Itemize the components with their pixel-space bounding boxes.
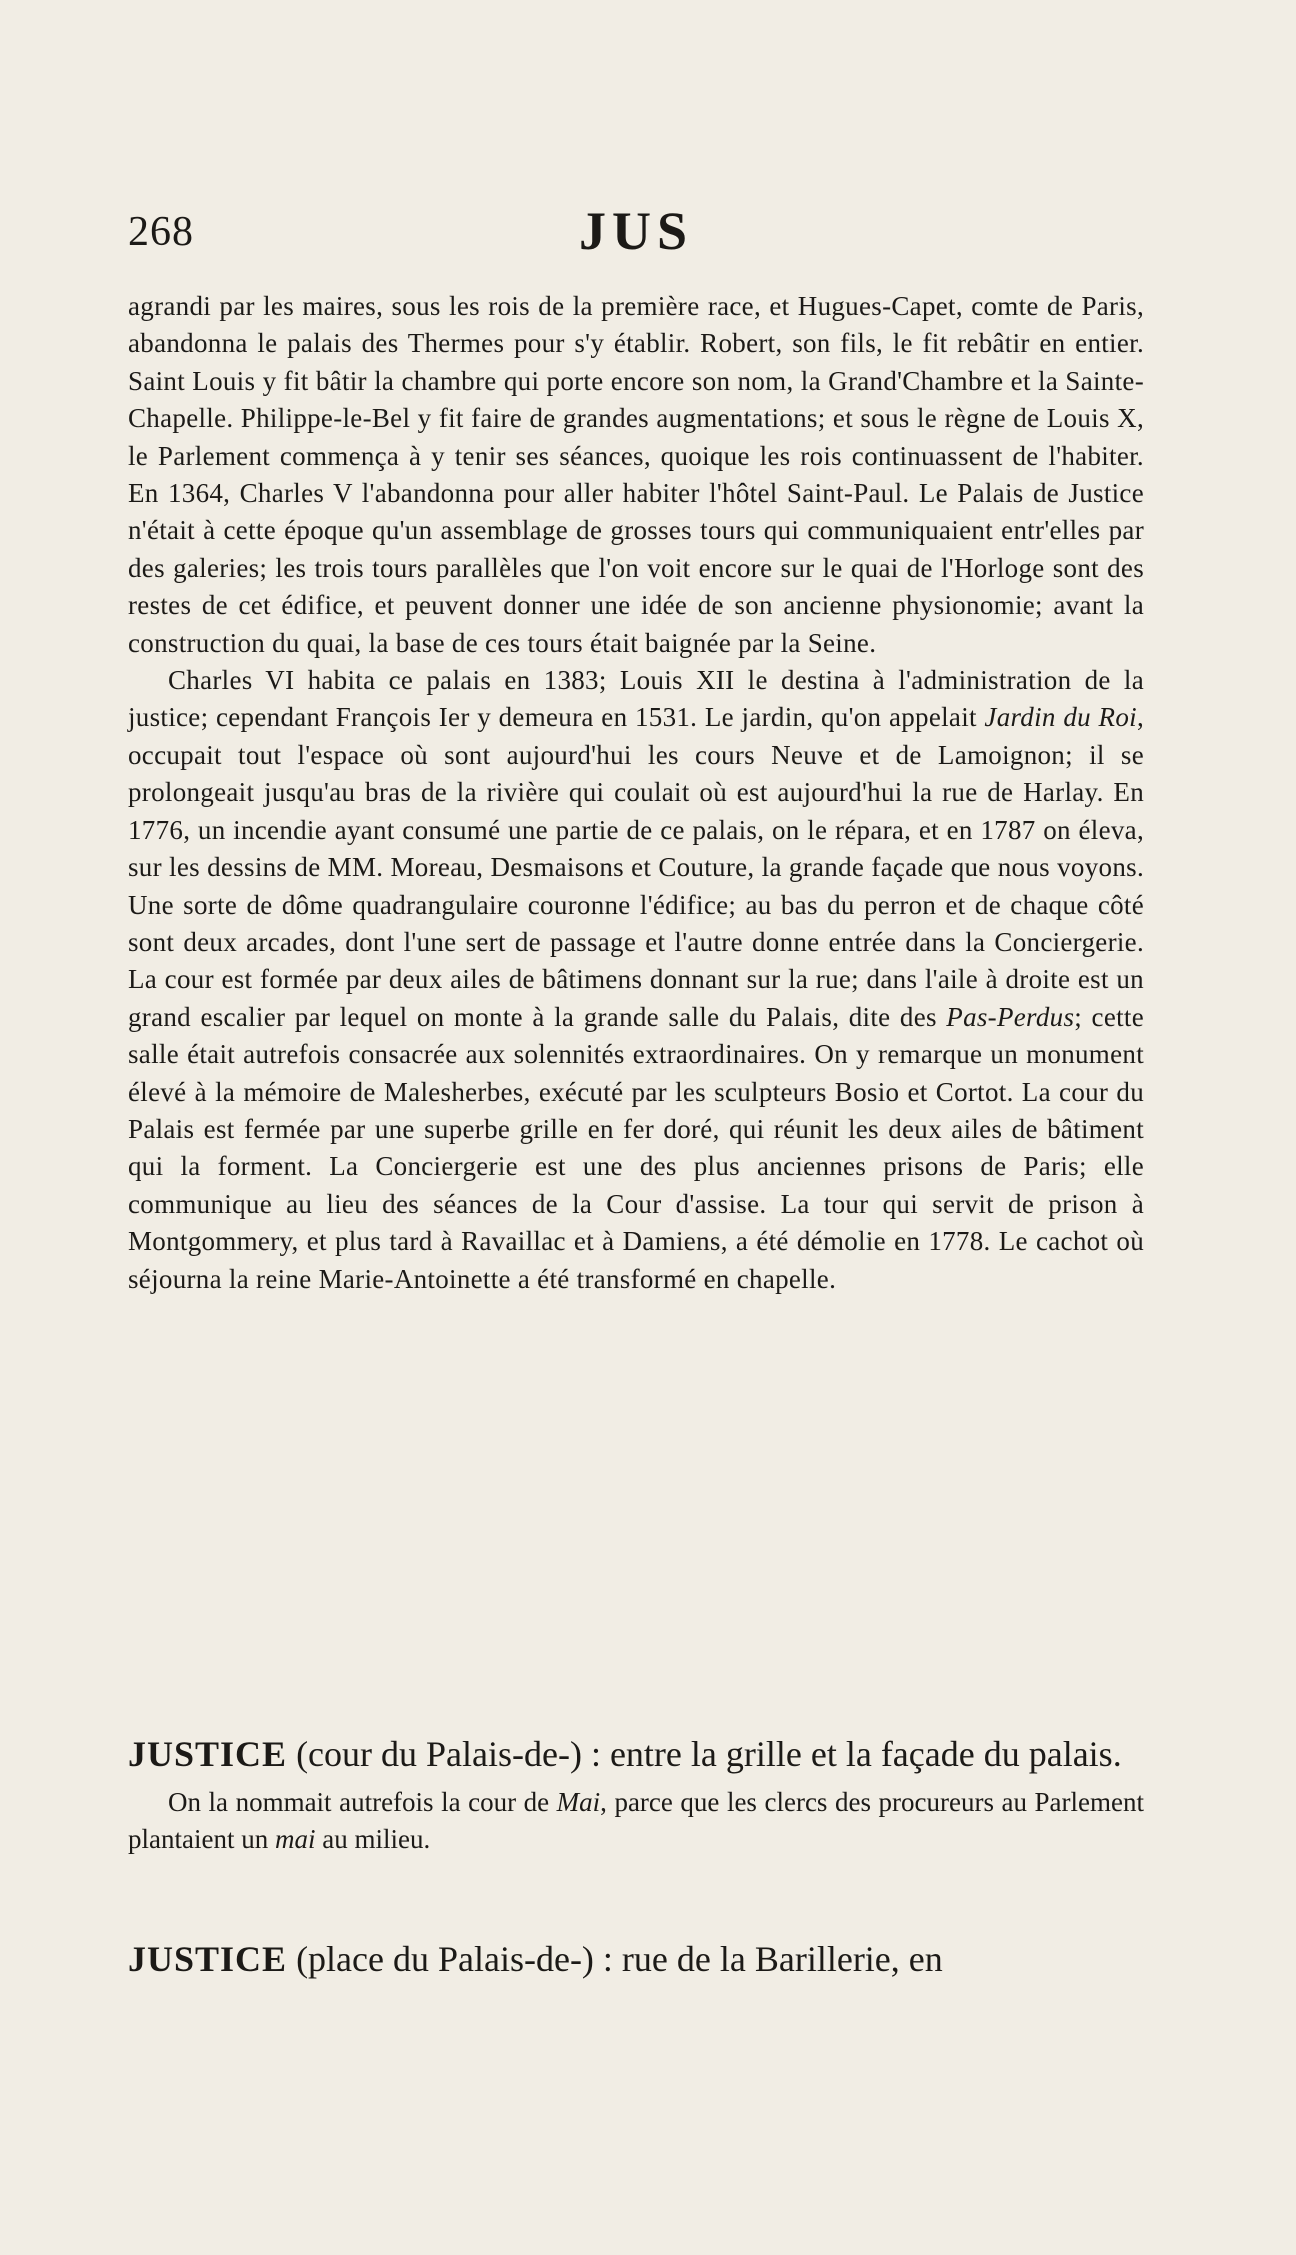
head-word: JUS: [578, 201, 694, 261]
dictionary-entry-place: [128, 1935, 1144, 1983]
dictionary-entry-cour: [128, 1730, 1144, 1858]
entry-term: JUSTICE: [128, 1734, 288, 1774]
entry-location: (cour du Palais-de-) : entre la grille et la façade du palais.: [287, 1734, 1122, 1774]
paragraph-text: ; cette salle était autrefois consacrée aux solennités extraordinaires. On y remarque un monument élevé à la mémoire de Malesherbes, exécuté par les sculpteurs Bosio et Cortot. La cour du Palais est fermée par une superbe grille en fer doré, qui réunit les deux ailes de bâtiment qui la forment. La Conciergerie est une des plus anciennes prisons de Paris; elle communique au lieu des séances de la Cour d'assise. La tour qui servit de prison à Montgommery, et plus tard à Ravaillac et à Damiens, a été démolie en 1778. Le cachot où séjourna la reine Marie-Antoinette a été transformé en chapelle.: [128, 1001, 1144, 1294]
paragraph-palais-history: agrandi par les maires, sous les rois de la première race, et Hugues-Capet, comte de Paris, abandonna le palais des Thermes pour s'y établir. Robert, son fils, le fit rebâtir en entier. Saint Louis y fit bâtir la chambre qui porte encore son nom, la Grand'Chambre et la Sainte-Chapelle. Philippe-le-Bel y fit faire de grandes augmentations; et sous le règne de Louis X, le Parlement commença à y tenir ses séances, quoique les rois continuassent de l'habiter. En 1364, Charles V l'abandonna pour aller habiter l'hôtel Saint-Paul. Le Palais de Justice n'était à cette époque qu'un assemblage de grosses tours qui communiquaient entr'elles par des galeries; les trois tours parallèles que l'on voit encore sur le quai de l'Horloge sont des restes de cet édifice, et peuvent donner une idée de son ancienne physionomie; avant la construction du quai, la base de ces tours était baignée par la Seine.: [128, 291, 1144, 658]
italic-text: Pas-Perdus: [946, 1001, 1075, 1032]
italic-text: mai: [274, 1824, 316, 1854]
entry-heading: [128, 1730, 1144, 1778]
paragraph-palais-description: [128, 662, 1144, 1298]
running-head: [126, 200, 1146, 270]
italic-text: Jardin du Roi: [984, 702, 1137, 733]
entry-heading: [128, 1935, 1144, 1983]
entry-definition: [128, 1784, 1144, 1858]
entry-text: , parce que les clercs des procureurs au Parlement plantaient un: [128, 1787, 1144, 1854]
paragraph-text: Charles VI habita ce palais en 1383; Louis XII le destina à l'administration de la justice; cependant François Ier y demeura en 1531. Le jardin, qu'on appelait: [128, 665, 1144, 733]
entry-term: JUSTICE: [128, 1939, 288, 1979]
italic-text: Mai: [556, 1787, 601, 1817]
entry-location: (place du Palais-de-) : rue de la Barillerie, en: [287, 1939, 943, 1979]
page-number: 268: [128, 209, 194, 255]
entry-text: On la nommait autrefois la cour de: [168, 1787, 557, 1817]
paragraph-text: , occupait tout l'espace où sont aujourd'hui les cours Neuve et de Lamoignon; il se prolongeait jusqu'au bras de la rivière qui coulait où est aujourd'hui la rue de Harlay. En 1776, un incendie ayant consumé une partie de ce palais, on le répara, et en 1787 on éleva, sur les dessins de MM. Moreau, Desmaisons et Couture, la grande façade que nous voyons. Une sorte de dôme quadrangulaire couronne l'édifice; au bas du perron et de chaque côté sont deux arcades, dont l'une sert de passage et l'autre donne entrée dans la Conciergerie. La cour est formée par deux ailes de bâtimens donnant sur la rue; dans l'aile à droite est un grand escalier par lequel on monte à la grande salle du Palais, dite des: [128, 702, 1144, 1032]
entry-text: au milieu.: [315, 1824, 431, 1854]
main-text: [128, 288, 1144, 1298]
